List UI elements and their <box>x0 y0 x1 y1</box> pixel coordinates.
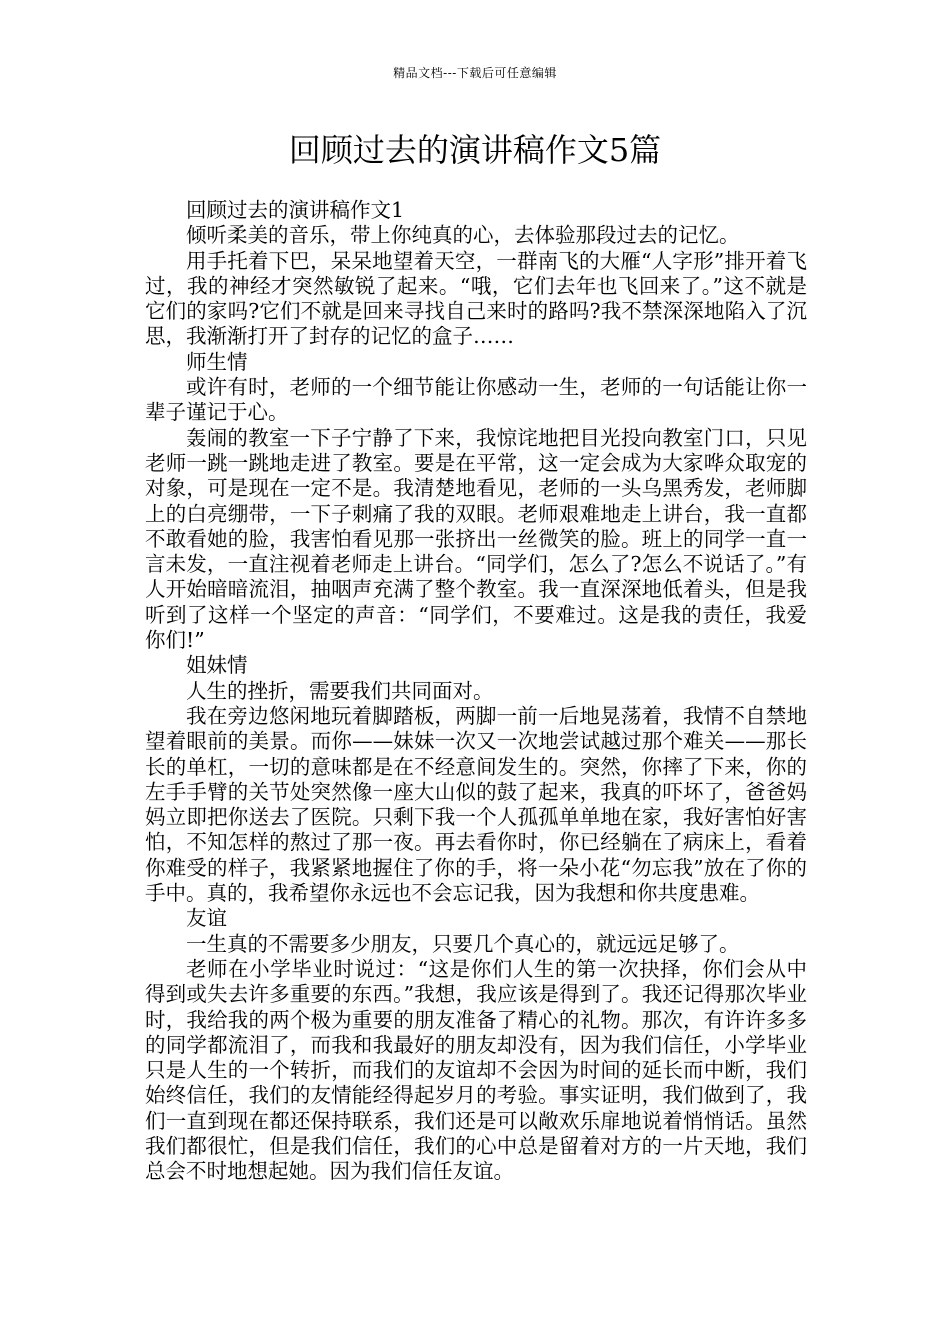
paragraph: 老师在小学毕业时说过：“这是你们人生的第一次抉择，你们会从中得到或失去许多重要的东西。”我想，我应该是得到了。我还记得那次毕业时，我给我的两个极为重要的朋友准备了精心的礼物。那次，有许许多多的同学都流泪了，而我和我最好的朋友却没有，因为我们信任，小学毕业只是人生的一个转折，而我们的友谊却不会因为时间的延长而中断，我们始终信任，我们的友情能经得起岁月的考验。事实证明，我们做到了，我们一直到现在都还保持联系，我们还是可以敞欢乐扉地说着悄悄话。虽然我们都很忙，但是我们信任，我们的心中总是留着对方的一片天地，我们总会不时地想起她。因为我们信任友谊。 <box>145 956 807 1184</box>
document-body <box>145 198 807 1185</box>
paragraph: 或许有时，老师的一个细节能让你感动一生，老师的一句话能让你一辈子谨记于心。 <box>145 375 807 425</box>
document-title: 回顾过去的演讲稿作文5篇 <box>288 131 662 169</box>
subsection-heading: 友谊 <box>186 906 227 931</box>
paragraph: 轰闹的教室一下子宁静了下来，我惊诧地把目光投向教室门口，只见老师一跳一跳地走进了教室。要是在平常，这一定会成为大家哗众取宠的对象，可是现在一定不是。我清楚地看见，老师的一头乌黑秀发，老师脚上的白亮绷带，一下子刺痛了我的双眼。老师艰难地走上讲台，我一直都不敢看她的脸，我害怕看见那一张挤出一丝微笑的脸。班上的同学一直一言未发，一直注视着老师走上讲台。“同学们，怎么了?怎么不说话了。”有人开始暗暗流泪，抽咽声充满了整个教室。我一直深深地低着头，但是我听到了这样一个坚定的声音：“同学们，不要难过。这是我的责任，我爱你们!” <box>145 425 807 653</box>
page-header: 精品文档---下载后可任意编辑 <box>393 66 557 80</box>
paragraph: 人生的挫折，需要我们共同面对。 <box>186 678 494 703</box>
paragraph: 我在旁边悠闲地玩着脚踏板，两脚一前一后地晃荡着，我情不自禁地望着眼前的美景。而你——妹妹一次又一次地尝试越过那个难关——那长长的单杠，一切的意味都是在不经意间发生的。突然，你摔了下来，你的左手手臂的关节处突然像一座大山似的鼓了起来，我真的吓坏了，爸爸妈妈立即把你送去了医院。只剩下我一个人孤孤单单地在家，我好害怕好害怕，不知怎样的熬过了那一夜。再去看你时，你已经躺在了病床上，看着你难受的样子，我紧紧地握住了你的手，将一朵小花“勿忘我”放在了你的手中。真的，我希望你永远也不会忘记我，因为我想和你共度患难。 <box>145 703 807 906</box>
section-heading: 回顾过去的演讲稿作文1 <box>186 198 405 222</box>
subsection-heading: 姐妹情 <box>186 653 248 678</box>
paragraph: 用手托着下巴，呆呆地望着天空，一群南飞的大雁“人字形”排开着飞过，我的神经才突然敏锐了起来。“哦，它们去年也飞回来了。”这不就是它们的家吗?它们不就是回来寻找自己来时的路吗?我不禁深深地陷入了沉思，我渐渐打开了封存的记忆的盒子…… <box>145 248 807 349</box>
paragraph: 一生真的不需要多少朋友，只要几个真心的，就远远足够了。 <box>186 931 740 956</box>
subsection-heading: 师生情 <box>186 349 248 374</box>
paragraph: 倾听柔美的音乐，带上你纯真的心，去体验那段过去的记忆。 <box>186 223 740 248</box>
